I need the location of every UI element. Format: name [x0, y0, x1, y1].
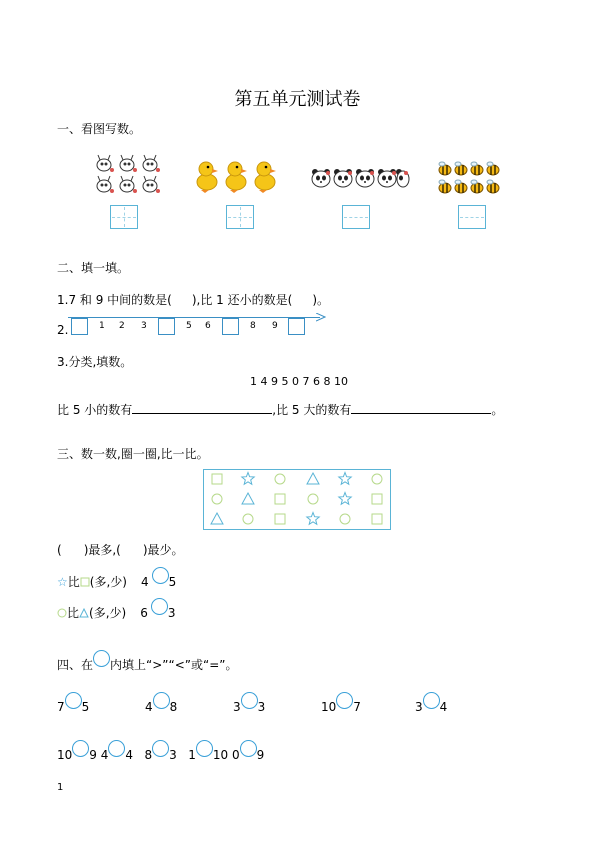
line1-most-text: )最多,(	[83, 543, 121, 557]
triangle-shape[interactable]	[307, 473, 319, 484]
star-icon: ☆	[57, 575, 68, 589]
left-number: 8	[144, 748, 153, 762]
circle-shape[interactable]	[212, 494, 222, 504]
compare-circle[interactable]	[152, 567, 169, 584]
right-number: 9	[89, 748, 97, 762]
q3-blank-smaller[interactable]	[132, 413, 272, 414]
number-line-label: 3	[141, 321, 147, 331]
number-line-label: 1	[99, 321, 105, 331]
number-line-label: 5	[186, 321, 192, 331]
compare-row-2	[57, 740, 264, 762]
right-number: 4	[125, 748, 134, 762]
number-line-label: 9	[272, 321, 278, 331]
left-number: 10	[321, 700, 337, 714]
compare-circle[interactable]	[151, 598, 168, 615]
bunny-group-icon	[94, 154, 164, 198]
answer-box-pandas[interactable]	[342, 205, 370, 229]
right-number: 3	[169, 748, 177, 762]
line3-text-b: (多,少)	[89, 606, 127, 620]
square-icon	[80, 577, 90, 587]
circle-shape[interactable]	[340, 514, 350, 524]
left-number: 0	[231, 748, 240, 762]
right-number: 10	[212, 748, 229, 762]
line3-left-number: 6	[140, 606, 148, 620]
number-line-box[interactable]	[158, 318, 175, 335]
compare-circle[interactable]	[108, 740, 125, 757]
number-line-label: 8	[250, 321, 256, 331]
left-number: 4	[145, 700, 153, 714]
compare-row-1-item	[57, 692, 89, 714]
bee-group-icon	[437, 160, 501, 198]
right-number: 9	[256, 748, 265, 762]
section-4-heading	[57, 650, 237, 673]
square-shape[interactable]	[275, 514, 285, 524]
section-3-line-1	[57, 541, 184, 558]
section-4-heading-b: 内填上“>”“<”或“=”。	[110, 658, 238, 672]
circle-icon	[57, 608, 67, 618]
page-title: 第五单元测试卷	[234, 89, 361, 110]
star-shape[interactable]	[307, 513, 319, 525]
right-number: 3	[257, 700, 266, 714]
section-3-line-2	[57, 567, 176, 590]
shape-grid-shapes	[203, 469, 391, 530]
left-number: 10	[57, 748, 73, 762]
star-shape[interactable]	[339, 473, 351, 485]
q2-number: 2.	[57, 323, 69, 337]
number-line-box[interactable]	[288, 318, 305, 335]
number-line-label: 6	[205, 321, 211, 331]
q3-text-a: 比 5 小的数有	[57, 403, 133, 417]
compare-circle[interactable]	[152, 740, 169, 757]
left-number: 3	[233, 700, 241, 714]
number-line-box[interactable]	[71, 318, 88, 335]
compare-circle[interactable]	[153, 692, 170, 709]
compare-circle[interactable]	[65, 692, 82, 709]
right-number: 7	[353, 700, 361, 714]
triangle-icon	[79, 608, 89, 618]
q3-text-c: 。	[491, 403, 504, 417]
circle-shape[interactable]	[275, 474, 285, 484]
q1-text-c: )。	[312, 293, 329, 307]
line2-left-number: 4	[140, 575, 149, 589]
q3-heading: 3.分类,填数。	[57, 355, 133, 369]
left-number: 4	[100, 748, 109, 762]
square-shape[interactable]	[372, 514, 382, 524]
line1-open-paren: (	[57, 543, 62, 557]
right-number: 4	[439, 700, 448, 714]
triangle-shape[interactable]	[242, 493, 254, 504]
left-number: 3	[415, 700, 423, 714]
q3-answer-line	[57, 401, 503, 418]
compare-row-1-item	[233, 692, 265, 714]
compare-row-1-item	[415, 692, 447, 714]
compare-circle[interactable]	[196, 740, 213, 757]
answer-box-bunnies[interactable]	[110, 205, 138, 229]
question-2-1	[57, 291, 329, 308]
line2-text-b: (多,少)	[89, 575, 127, 589]
page-number: 1	[57, 782, 64, 793]
compare-circle[interactable]	[423, 692, 440, 709]
compare-circle[interactable]	[240, 740, 257, 757]
triangle-shape[interactable]	[211, 513, 223, 524]
square-shape[interactable]	[275, 494, 285, 504]
star-shape[interactable]	[339, 493, 351, 505]
number-line-axis	[68, 317, 320, 318]
square-shape[interactable]	[372, 494, 382, 504]
q3-numbers: 1 4 9 5 0 7 6 8 10	[250, 375, 348, 388]
compare-circle[interactable]	[241, 692, 258, 709]
line2-right-number: 5	[168, 575, 177, 589]
right-number: 5	[81, 700, 90, 714]
number-line-label: 2	[119, 321, 125, 331]
right-number: 8	[169, 700, 178, 714]
line2-text-a: 比	[67, 575, 80, 589]
circle-icon	[93, 650, 110, 667]
compare-row-1-item	[145, 692, 177, 714]
q1-text-a: 7 和 9 中间的数是(	[68, 293, 172, 307]
section-1-heading: 一、看图写数。	[57, 122, 142, 136]
answer-box-bees[interactable]	[458, 205, 486, 229]
section-3-line-3	[57, 598, 175, 621]
compare-circle[interactable]	[72, 740, 89, 757]
q1-number: 1.	[57, 293, 69, 307]
answer-box-ducks[interactable]	[226, 205, 254, 229]
compare-row-1-item	[321, 692, 361, 714]
section-4-heading-a: 四、在	[57, 658, 94, 672]
left-number: 7	[57, 700, 65, 714]
line3-text-a: 比	[67, 606, 80, 620]
section-2-heading: 二、填一填。	[57, 261, 130, 275]
q3-blank-larger[interactable]	[351, 413, 491, 414]
duck-group-icon	[193, 160, 279, 194]
number-line-box[interactable]	[222, 318, 239, 335]
left-number: 1	[188, 748, 196, 762]
circle-shape[interactable]	[243, 514, 253, 524]
q3-text-b: ,比 5 大的数有	[272, 403, 352, 417]
compare-circle[interactable]	[336, 692, 353, 709]
square-shape[interactable]	[212, 474, 222, 484]
panda-group-icon	[310, 165, 410, 193]
line1-least-text: )最少。	[142, 543, 184, 557]
line3-right-number: 3	[167, 606, 176, 620]
circle-shape[interactable]	[308, 494, 318, 504]
arrow-right-icon	[316, 313, 326, 322]
section-3-heading: 三、数一数,圈一圈,比一比。	[57, 447, 209, 461]
q1-text-b: ),比 1 还小的数是(	[191, 293, 293, 307]
circle-shape[interactable]	[372, 474, 382, 484]
star-shape[interactable]	[242, 473, 254, 485]
